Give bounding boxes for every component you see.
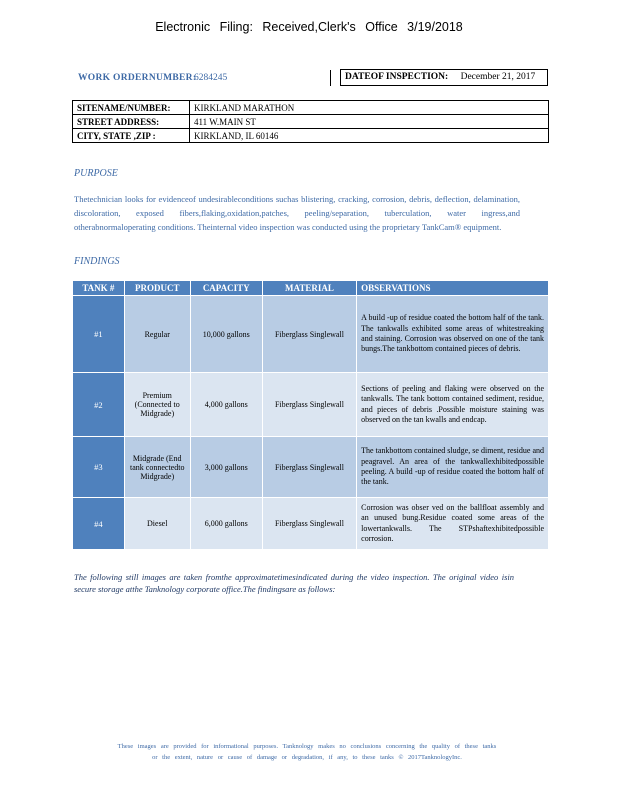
findings-header-row <box>73 281 549 296</box>
table-row <box>73 437 549 498</box>
purpose-heading: PURPOSE <box>74 168 118 179</box>
column-header-tank: TANK # <box>73 281 125 296</box>
footer-line-1: These images are provided for informational purposes. Tanknology makes no conclusions concerning the quality of these tanks <box>117 743 497 750</box>
capacity-cell: 4,000 gallons <box>190 373 262 437</box>
site-row <box>73 101 549 115</box>
table-row <box>73 498 549 550</box>
table-row <box>73 296 549 373</box>
findings-table <box>72 280 549 550</box>
site-row <box>73 115 549 129</box>
table-row <box>73 373 549 437</box>
work-order-value: 6284245 <box>194 73 228 83</box>
material-cell: Fiberglass Singlewall <box>262 437 356 498</box>
material-cell: Fiberglass Singlewall <box>262 498 356 550</box>
findings-heading: FINDINGS <box>74 256 120 267</box>
street-address-value: 411 W.MAIN ST <box>190 115 549 129</box>
work-order-divider <box>330 70 331 86</box>
column-header-observations: OBSERVATIONS <box>357 281 549 296</box>
column-header-capacity: CAPACITY <box>190 281 262 296</box>
site-name-label: SITENAME/NUMBER: <box>73 101 190 115</box>
capacity-cell: 10,000 gallons <box>190 296 262 373</box>
observations-cell: The tankbottom contained sludge, se diment, residue and peagravel. An area of the tankwallexhibitedpossible peeling. A build -up of residue coated the bottom half of the tank. <box>357 437 549 498</box>
purpose-paragraph: Thetechnician looks for evidenceof undesirableconditions suchas blistering, cracking, corrosion, debris, deflection, delamination, discoloration, exposed fibers,flaking,oxidation,patches, peeling/separation, tuberculation, water ingress,and otherabnormaloperating conditions. Theinternal video inspection was conducted using the proprietary TankCam® equipment. <box>74 194 520 233</box>
observations-cell: A build -up of residue coated the bottom half of the tank. The tankwalls exhibited some areas of whitestreaking and staining. Corrosion was observed on one of the tank bungs.The tankbottom contained pieces of debris. <box>357 296 549 373</box>
observations-cell: Sections of peeling and flaking were observed on the tankwalls. The tank bottom contained sediment, residue, and pieces of debris .Possible moisture staining was observed on the tan kwalls and endcap. <box>357 373 549 437</box>
tank-number: #3 <box>73 437 125 498</box>
column-header-material: MATERIAL <box>262 281 356 296</box>
city-state-zip-label: CITY, STATE ,ZIP : <box>73 129 190 143</box>
material-cell: Fiberglass Singlewall <box>262 373 356 437</box>
footer-line-2: or the extent, nature or cause of damage or degradation, if any, to these tanks © 2017TanknologyInc. <box>152 754 462 761</box>
product-cell: Midgrade (End tank connectedto Midgrade) <box>124 437 190 498</box>
footer-disclaimer <box>72 741 542 763</box>
closing-paragraph: The following still images are taken fromthe approximatetimesindicated during the video inspection. The original video isin secure storage atthe Tanknology corporate office.The findingsare as follows: <box>74 572 514 594</box>
product-cell: Diesel <box>124 498 190 550</box>
inspection-date-box <box>340 69 548 86</box>
site-row <box>73 129 549 143</box>
work-order-label: WORK ORDERNUMBER: <box>78 73 197 83</box>
column-header-product: PRODUCT <box>124 281 190 296</box>
inspection-date-value: December 21, 2017 <box>460 72 536 82</box>
site-info-table <box>72 100 549 143</box>
material-cell: Fiberglass Singlewall <box>262 296 356 373</box>
capacity-cell: 6,000 gallons <box>190 498 262 550</box>
street-address-label: STREET ADDRESS: <box>73 115 190 129</box>
capacity-cell: 3,000 gallons <box>190 437 262 498</box>
tank-number: #1 <box>73 296 125 373</box>
product-cell: Premium (Connected to Midgrade) <box>124 373 190 437</box>
site-name-value: KIRKLAND MARATHON <box>190 101 549 115</box>
product-cell: Regular <box>124 296 190 373</box>
city-state-zip-value: KIRKLAND, IL 60146 <box>190 129 549 143</box>
tank-number: #2 <box>73 373 125 437</box>
observations-cell: Corrosion was obser ved on the ballfloat assembly and an unused bung.Residue coated some areas of the lowertankwalls. The STPshaftexhibitedpossible corrosion. <box>357 498 549 550</box>
electronic-filing-header: Electronic Filing: Received,Clerk's Office 3/19/2018 <box>155 20 463 34</box>
tank-number: #4 <box>73 498 125 550</box>
inspection-date-label: DATEOF INSPECTION: <box>345 72 449 82</box>
